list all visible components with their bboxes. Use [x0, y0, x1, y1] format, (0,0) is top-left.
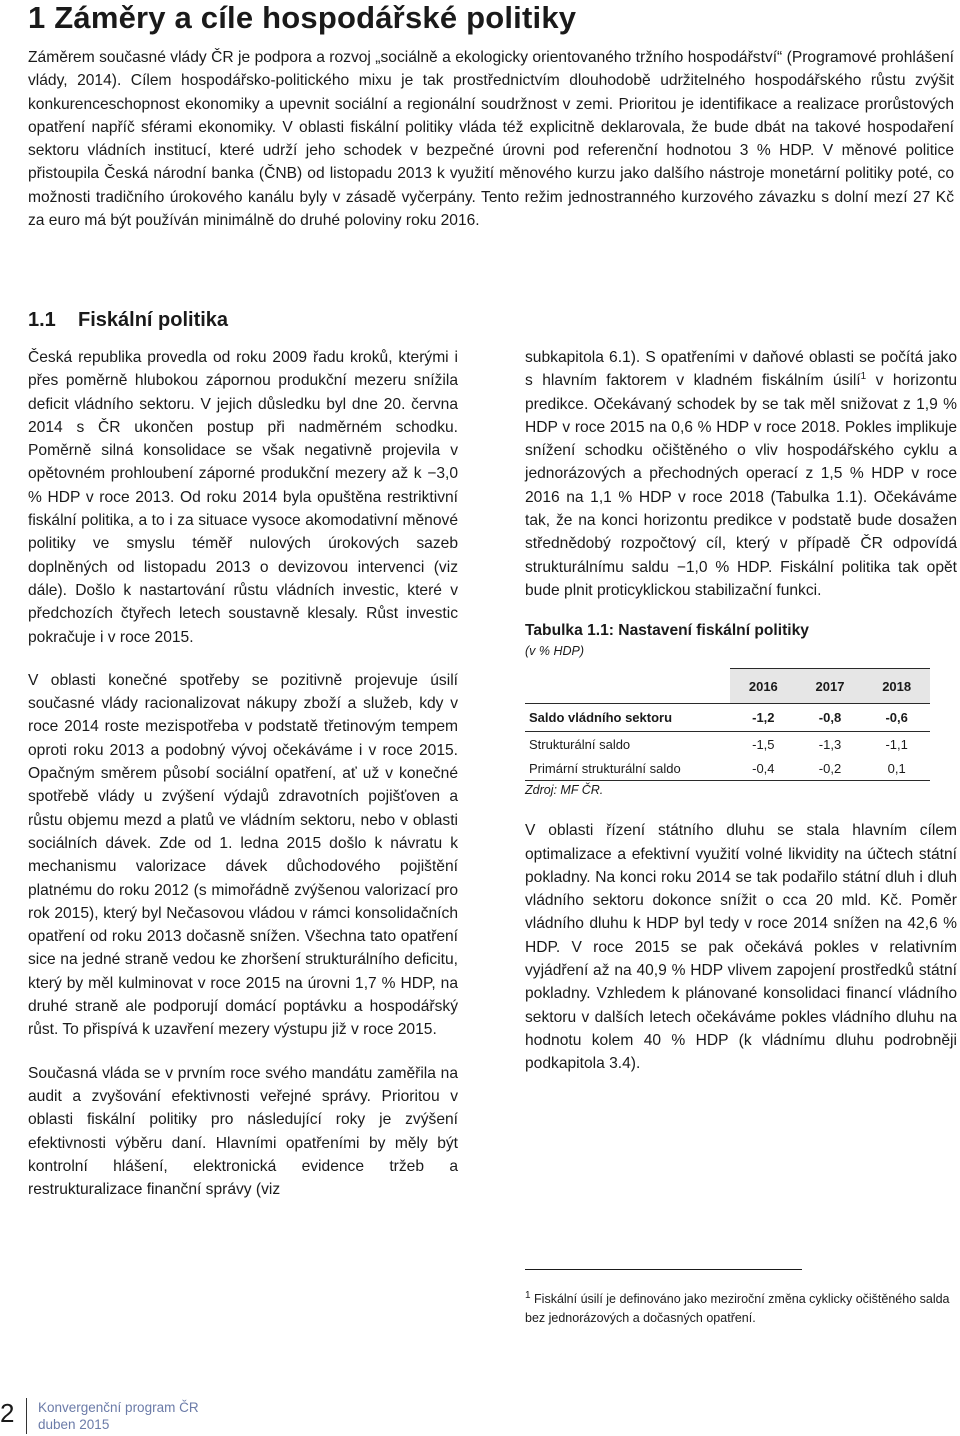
table-title: Tabulka 1.1: Nastavení fiskální politiky	[525, 622, 809, 640]
section-number: 1.1	[28, 309, 56, 331]
table-header-empty	[525, 669, 730, 704]
table-row	[525, 756, 930, 781]
footer-publication: Konvergenční program ČR	[38, 1400, 199, 1415]
fiscal-policy-table	[525, 668, 930, 781]
left-column	[28, 346, 458, 1221]
table-cell: -0,2	[797, 756, 864, 781]
table-row-label: Strukturální saldo	[529, 736, 631, 752]
page-number: 2	[0, 1398, 15, 1428]
table-header-year: 2018	[863, 669, 930, 704]
footnote-text: Fiskální úsilí je definováno jako meziroční změna cyklicky očištěného salda bez jednorázových a dočasných opatření.	[525, 1292, 950, 1325]
table-source: Zdroj: MF ČR.	[525, 783, 604, 798]
footnote-mark: 1	[525, 1289, 531, 1301]
table-cell: -1,1	[885, 736, 908, 752]
table-header-year: 2017	[797, 669, 864, 704]
table-cell: -1,2	[730, 704, 797, 732]
intro-paragraph: Záměrem současné vlády ČR je podpora a rozvoj „sociálně a ekologicky orientovaného tržního hospodářství“ (Programové prohlášení vlády, 2014). Cílem hospodářsko-politického mixu je tak prostřednictvím dlouhodobě udržitelného hospodářského růstu zvýšit konkurenceschopnost ekonomiky a upevnit sociální a regionální soudržnost v zemi. Prioritou je identifikace a realizace prorůstových opatření napříč sférami ekonomiky. V oblasti fiskální politiky vláda též explicitně deklarovala, že bude dbát na takové hospodaření sektoru vládních institucí, které udrží jeho schodek v bezpečné úrovni pod referenční hodnotou 3 % HDP. V měnové politice přistoupila Česká národní banka (ČNB) od listopadu 2013 k využití měnového kurzu jako dalšího nástroje monetární politiky poté, co možnosti tradičního úrokového kanálu byly v zásadě vyčerpány. Tento režim jednostranného kurzového závazku s dolní mezí 27 Kč za euro má být používán minimálně do druhé poloviny roku 2016.	[28, 49, 954, 230]
chapter-title: 1 Záměry a cíle hospodářské politiky	[28, 0, 577, 35]
right-paragraph-1	[525, 346, 957, 602]
footnote	[525, 1290, 957, 1328]
table-row-label: Primární strukturální saldo	[525, 756, 730, 781]
left-paragraph-3: Současná vláda se v prvním roce svého mandátu zaměřila na audit a zvyšování efektivnosti veřejné správy. Prioritou v oblasti fiskální politiky pro následující roky je zvýšení efektivnosti výběru daní. Hlavními opatřeními by měly být kontrolní hlášení, elektronická evidence tržeb a restrukturalizace finanční správy (viz	[28, 1064, 458, 1199]
right-column	[525, 346, 957, 1096]
table-cell: -0,6	[863, 704, 930, 732]
table-header-row	[525, 669, 930, 704]
right-paragraph-2: V oblasti řízení státního dluhu se stala hlavním cílem optimalizace a efektivní využití volné likvidity na účtech státní pokladny. Na konci roku 2014 se tak podařilo státní dluh i dluh vládního sektoru dokonce snížit o cca 20 mld. Kč. Poměr vládního dluhu k HDP byl tedy v roce 2014 snížen na 42,6 % HDP. V roce 2015 se pak očekává pokles v relativním vyjádření až na 40,9 % HDP vlivem zapojení prostředků státní pokladny. Vzhledem k plánované konsolidaci financí vládního sektoru v dalších letech očekáváme pokles vládního dluhu na hodnotu kolem 40 % HDP (k vládnímu dluhu podrobněji podkapitola 3.4).	[525, 822, 957, 1073]
footnote-reference[interactable]: 1	[860, 371, 867, 383]
table-cell: -0,4	[730, 756, 797, 781]
footer-text	[38, 1399, 199, 1433]
left-paragraph-1: Česká republika provedla od roku 2009 řadu kroků, kterými i přes poměrně hlubokou zápornou produkční mezeru snížila deficit vládního sektoru. V jejich důsledku byl dne 20. června 2014 s ČR ukončen postup při nadměrném schodku. Poměrně silná konsolidace se však negativně projevila v opětovném prohloubení záporné produkční mezery až k −3,0 % HDP v roce 2013. Od roku 2014 byla opuštěna restriktivní fiskální politika, a to i za situace vysoce akomodativní měnové politiky ve smyslu téměř nulových úrokových sazeb doplněných od listopadu 2013 o devizovou intervenci (viz dále). Došlo k nastartování růstu vládních investic, které v předchozích čtyřech letech soustavně klesaly. Růst investic pokračuje i v roce 2015.	[28, 349, 458, 646]
table-row-label: Saldo vládního sektoru	[525, 704, 730, 732]
table-row	[525, 704, 930, 732]
table-unit: (v % HDP)	[525, 644, 585, 659]
table-cell: 0,1	[863, 756, 930, 781]
left-paragraph-2: V oblasti konečné spotřeby se pozitivně projevuje úsilí současné vlády racionalizovat nákupy zboží a služeb, kdy v roce 2014 roste mezispotřeba v podstatě třetinovým tempem oproti roku 2013 a podobný vývoj očekáváme i v roce 2015. Opačným směrem působí sociální opatření, ať už v konečné spotřebě vlády u zvýšení výdajů zdravotních pojišťoven a růstu objemu mezd a platů ve vládním sektoru, nebo v oblasti sociálních dávek. Zde od 1. ledna 2015 došlo k návratu k mechanismu valorizace dávek důchodového pojištění platnému do roku 2012 (s mimořádně zvýšenou valorizací pro rok 2015), který byl Nečasovou vládou v rámci konsolidačních opatření od roku 2013 dočasně snížen. Všechna tato opatření sice na jedné straně vedou ke zhoršení strukturálního deficitu, který by měl kulminovat v roce 2015 na úrovni 1,7 % HDP, na druhé straně ale podporují domácí poptávku a hospodářský růst. To přispívá k uzavření mezery výstupu již v roce 2015.	[28, 671, 458, 1039]
footnote-divider	[525, 1269, 802, 1270]
table-cell: -0,8	[797, 704, 864, 732]
footer-divider	[26, 1398, 27, 1434]
section-title: Fiskální politika	[78, 309, 229, 331]
table-row	[525, 732, 930, 757]
right-paragraph-1-text-b: v horizontu predikce. Očekávaný schodek by se tak měl snižovat z 1,9 % HDP v roce 2015 na 0,6 % HDP v roce 2018. Pokles implikuje snížení schodku očištěného o vliv hospodářského cyklu a jednorázových a přechodných operací z 1,5 % HDP v roce 2016 na 1,1 % HDP v roce 2018 (Tabulka 1.1). Očekáváme tak, že na konci horizontu predikce v podstatě bude dosažen střednědobý rozpočtový cíl, který v případě ČR odpovídá strukturálnímu saldu −1,0 % HDP. Fiskální politika tak opět bude plnit proticyklickou stabilizační funkci.	[525, 372, 957, 599]
table-cell: -1,5	[752, 736, 775, 752]
table-cell: -1,3	[818, 736, 842, 752]
footer-date: duben 2015	[38, 1417, 110, 1432]
section-heading	[28, 309, 228, 332]
right-paragraph-1-text-a: subkapitola 6.1). S opatřeními v daňové oblasti se počítá jako s hlavním faktorem v kladném fiskálním úsilí	[525, 349, 957, 390]
table-header-year: 2016	[730, 669, 797, 704]
